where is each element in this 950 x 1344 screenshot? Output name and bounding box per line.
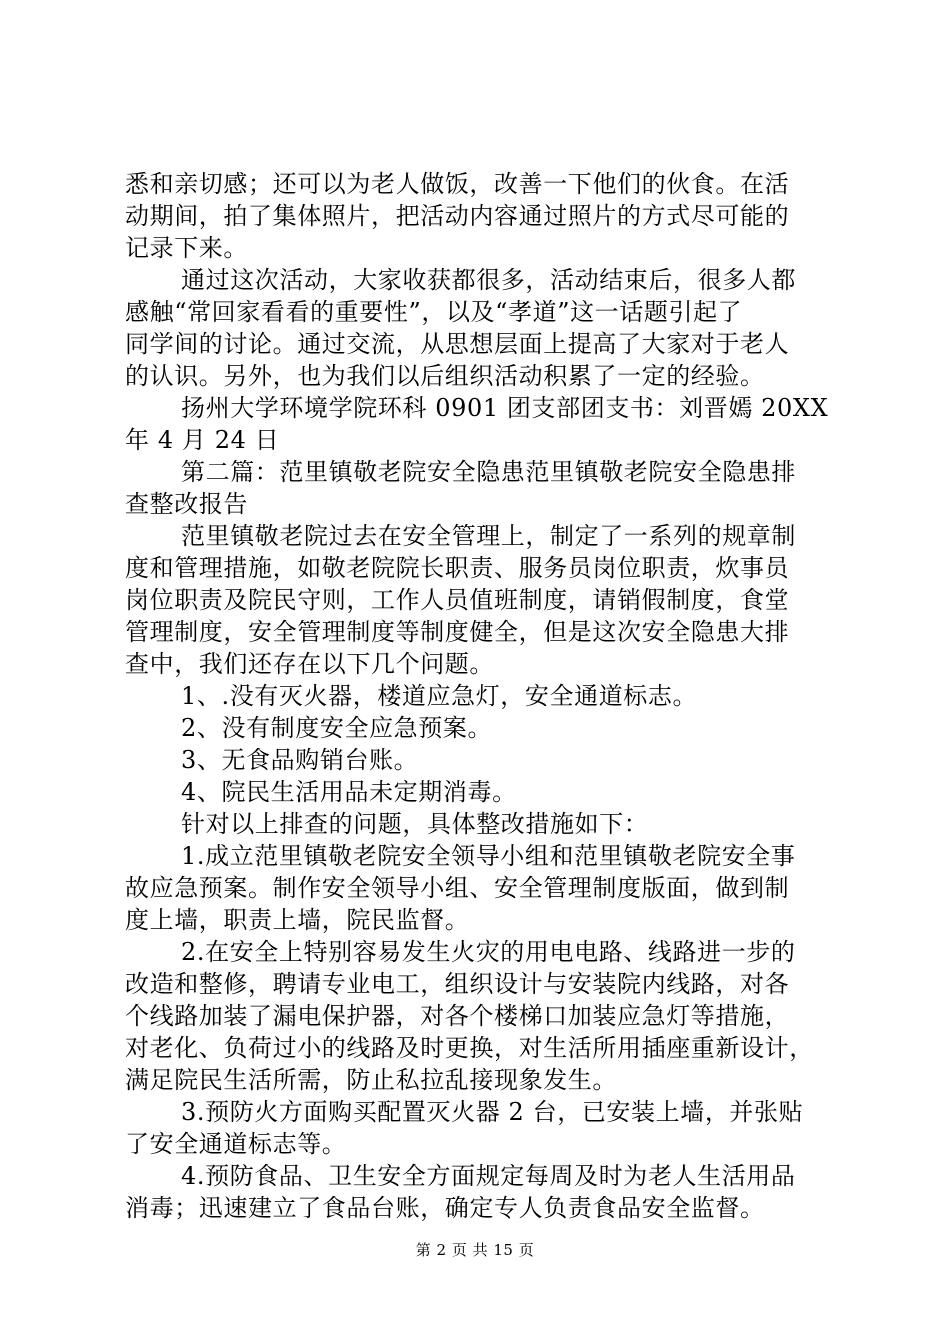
text-line: 满足院民生活所需，防止私拉乱接现象发生。	[125, 1066, 617, 1094]
text-line: 2.在安全上特别容易发生火灾的用电电路、线路进一步的	[181, 938, 796, 966]
text-line: 岗位职责及院民守则，工作人员值班制度，请销假制度，食堂	[125, 586, 790, 614]
text-line: 3、无食品购销台账。	[181, 746, 419, 774]
text-line: 年 4 月 24 日	[125, 426, 280, 454]
text-line: 动期间，拍了集体照片，把活动内容通过照片的方式尽可能的	[125, 202, 790, 230]
text-line: 消毒；迅速建立了食品台账，确定专人负责食品安全监督。	[125, 1194, 765, 1222]
text-line: 个线路加装了漏电保护器，对各个楼梯口加装应急灯等措施，	[125, 1002, 790, 1030]
text-line: 感触“常回家看看的重要性”，以及“孝道”这一话题引起了	[125, 298, 743, 326]
text-line: 4、院民生活用品未定期消毒。	[181, 778, 517, 806]
text-line: 查整改报告	[125, 490, 248, 518]
text-line: 3.预防火方面购买配置灭火器 2 台，已安装上墙，并张贴	[181, 1098, 804, 1126]
text-line: 查中，我们还存在以下几个问题。	[125, 650, 494, 678]
text-line: 的认识。另外，也为我们以后组织活动积累了一定的经验。	[125, 362, 765, 390]
text-line: 扬州大学环境学院环科 0901 团支部团支书：刘晋嫣 20XX	[181, 394, 829, 422]
text-line: 记录下来。	[125, 234, 248, 262]
text-line: 2、没有制度安全应急预案。	[181, 714, 493, 742]
text-line: 4.预防食品、卫生安全方面规定每周及时为老人生活用品	[181, 1162, 796, 1190]
text-line: 故应急预案。制作安全领导小组、安全管理制度版面，做到制	[125, 874, 790, 902]
text-line: 针对以上排查的问题，具体整改措施如下：	[181, 810, 649, 838]
text-line: 第二篇：范里镇敬老院安全隐患范里镇敬老院安全隐患排	[181, 458, 796, 486]
text-line: 度和管理措施，如敬老院院长职责、服务员岗位职责，炊事员	[125, 554, 790, 582]
text-line: 同学间的讨论。通过交流，从思想层面上提高了大家对于老人	[125, 330, 790, 358]
page-footer: 第 2 页 共 15 页	[415, 1241, 535, 1259]
document-body	[125, 168, 833, 1224]
text-line: 1、.没有灭火器，楼道应急灯，安全通道标志。	[181, 682, 698, 710]
text-line: 通过这次活动，大家收获都很多，活动结束后，很多人都	[181, 266, 796, 294]
text-line: 悉和亲切感；还可以为老人做饭，改善一下他们的伙食。在活	[125, 170, 790, 198]
text-line: 对老化、负荷过小的线路及时更换，对生活所用插座重新设计，	[125, 1034, 814, 1062]
text-line: 管理制度，安全管理制度等制度健全，但是这次安全隐患大排	[125, 618, 790, 646]
text-line: 改造和整修，聘请专业电工，组织设计与安装院内线路，对各	[125, 970, 790, 998]
text-line: 度上墙，职责上墙，院民监督。	[125, 906, 470, 934]
text-line: 1.成立范里镇敬老院安全领导小组和范里镇敬老院安全事	[181, 842, 796, 870]
text-line: 范里镇敬老院过去在安全管理上，制定了一系列的规章制	[181, 522, 796, 550]
text-line: 了安全通道标志等。	[125, 1130, 347, 1158]
